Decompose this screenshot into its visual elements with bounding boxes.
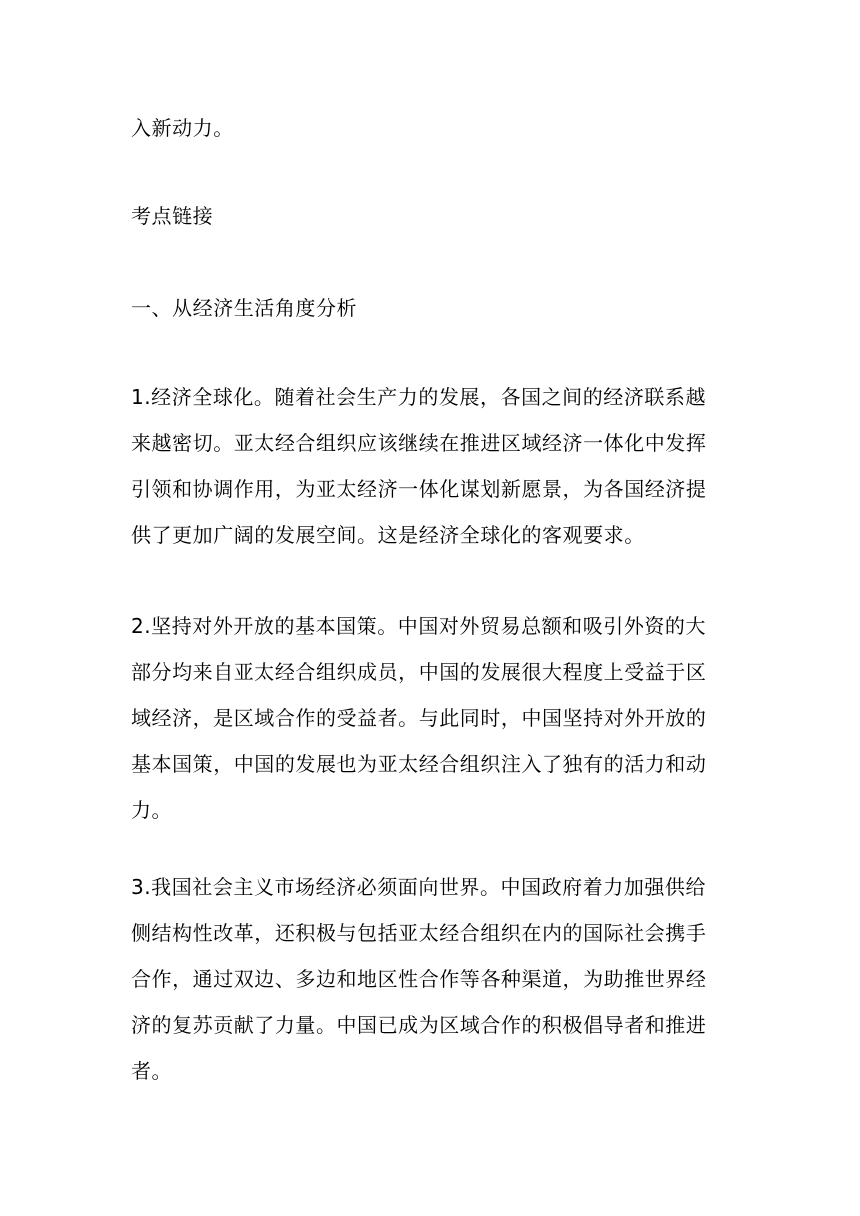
paragraph-line: 者。: [131, 1059, 173, 1083]
paragraph-line: 供了更加广阔的发展空间。这是经济全球化的客观要求。: [131, 523, 645, 547]
paragraph-line: 2.坚持对外开放的基本国策。中国对外贸易总额和吸引外资的大: [131, 614, 707, 638]
point-paragraph-1: [131, 374, 731, 558]
paragraph-line: 引领和协调作用，为亚太经济一体化谋划新愿景，为各国经济提: [131, 477, 707, 501]
paragraph-line: 来越密切。亚太经合组织应该继续在推进区域经济一体化中发挥: [131, 431, 707, 455]
section-heading: 一、从经济生活角度分析: [131, 296, 358, 320]
paragraph-line: 域经济，是区域合作的受益者。与此同时，中国坚持对外开放的: [131, 706, 707, 730]
point-paragraph-2: [131, 603, 731, 833]
section-label: 考点链接: [131, 204, 214, 228]
paragraph-line: 1.经济全球化。随着社会生产力的发展，各国之间的经济联系越: [131, 385, 707, 409]
paragraph-line: 力。: [131, 798, 173, 822]
point-paragraph-3: [131, 864, 731, 1094]
paragraph-line: 基本国策，中国的发展也为亚太经合组织注入了独有的活力和动: [131, 752, 707, 776]
paragraph-line: 3.我国社会主义市场经济必须面向世界。中国政府着力加强供给: [131, 875, 707, 899]
paragraph-line: 济的复苏贡献了力量。中国已成为区域合作的积极倡导者和推进: [131, 1013, 707, 1037]
continuation-text: 入新动力。: [131, 116, 234, 140]
paragraph-line: 侧结构性改革，还积极与包括亚太经合组织在内的国际社会携手: [131, 921, 707, 945]
paragraph-line: 部分均来自亚太经合组织成员，中国的发展很大程度上受益于区: [131, 660, 707, 684]
paragraph-line: 合作，通过双边、多边和地区性合作等各种渠道，为助推世界经: [131, 967, 707, 991]
